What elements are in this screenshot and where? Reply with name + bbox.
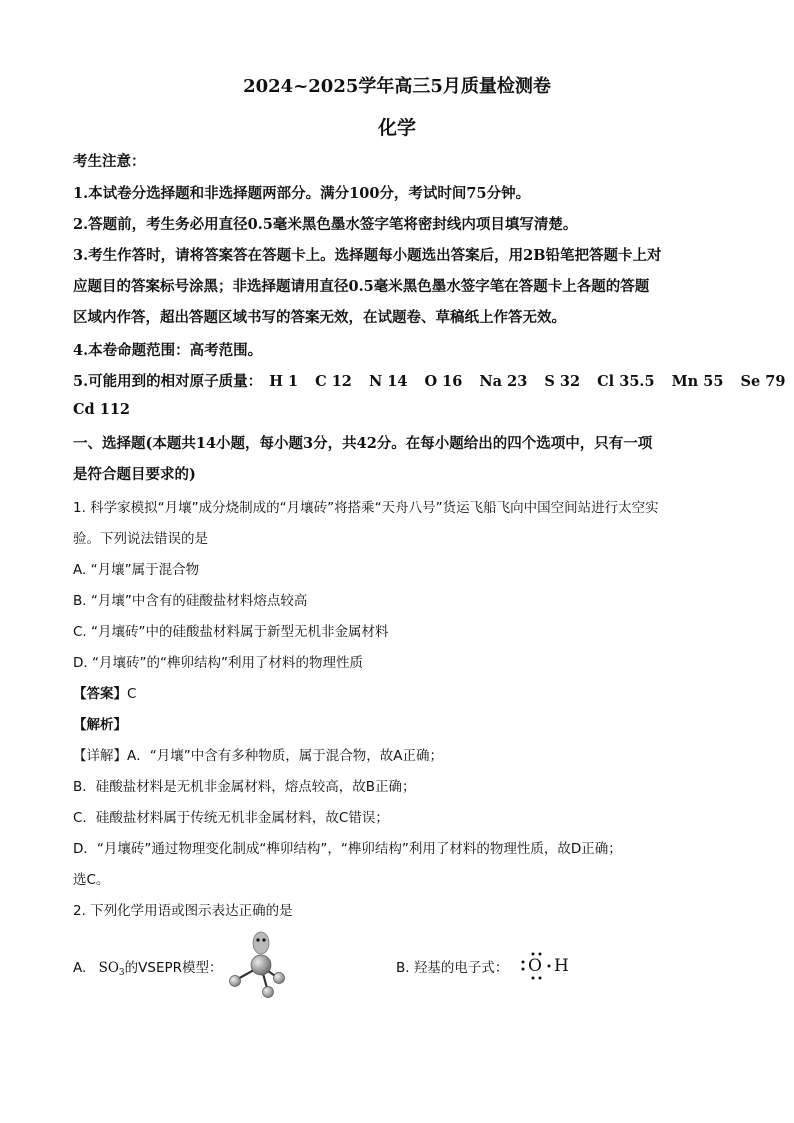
atoms-label: 5.可能用到的相对原子质量： bbox=[73, 373, 263, 390]
q2-option-b-label: B. 羟基的电子式： bbox=[396, 960, 509, 976]
q1-detail-2: B．硅酸盐材料是无机非金属材料，熔点较高，故B正确； bbox=[73, 779, 416, 795]
atom-se: Se 79 bbox=[740, 373, 786, 390]
atom-mn: Mn 55 bbox=[671, 373, 724, 390]
q1-option-c: C. “月壤砖”中的硅酸盐材料属于新型无机非金属材料 bbox=[73, 624, 389, 640]
q1-option-a: A. “月壤”属于混合物 bbox=[73, 562, 200, 578]
atom-c: C 12 bbox=[315, 373, 352, 390]
sulfur-atom bbox=[251, 955, 271, 975]
section-heading-line-1: 一、选择题(本题共14小题，每小题3分，共42分。在每小题给出的四个选项中，只有一项 bbox=[73, 435, 653, 452]
hydrogen-symbol: H bbox=[554, 956, 569, 976]
q2-stem: 2. 下列化学用语或图示表达正确的是 bbox=[73, 903, 293, 919]
q1-stem-line-2: 验。下列说法错误的是 bbox=[73, 531, 208, 547]
notice-item-4: 4.本卷命题范围：高考范围。 bbox=[73, 342, 263, 359]
so3-formula: $SO_3$ bbox=[98, 960, 125, 978]
notice-item-1: 1.本试卷分选择题和非选择题两部分。满分100分，考试时间75分钟。 bbox=[73, 185, 531, 202]
notice-heading: 考生注意： bbox=[73, 153, 146, 170]
q2-option-a-label: A. $SO_3$的VSEPR模型： bbox=[73, 960, 223, 978]
atom-h: H 1 bbox=[269, 373, 299, 390]
atom-o: O 16 bbox=[424, 373, 463, 390]
oxygen-atom-right bbox=[274, 973, 285, 984]
q1-detail-4: D．“月壤砖”通过物理变化制成“榫卯结构”，“榫卯结构”利用了材料的物理性质，故D正确； bbox=[73, 841, 622, 857]
q1-option-b: B. “月壤”中含有的硅酸盐材料熔点较高 bbox=[73, 593, 308, 609]
q1-detail-1: 【详解】A．“月壤”中含有多种物质，属于混合物，故A正确； bbox=[73, 748, 443, 764]
notice-item-3-cont-1: 应题目的答案标号涂黑；非选择题请用直径0.5毫米黑色墨水签字笔在答题卡上各题的答题 bbox=[73, 278, 650, 295]
atom-cl: Cl 35.5 bbox=[597, 373, 655, 390]
atom-n: N 14 bbox=[368, 373, 408, 390]
notice-item-3-cont-2: 区域内作答，超出答题区域书写的答案无效，在试题卷、草稿纸上作答无效。 bbox=[73, 309, 566, 326]
notice-item-5 bbox=[73, 370, 786, 391]
q1-detail-3: C．硅酸盐材料属于传统无机非金属材料，故C错误； bbox=[73, 810, 389, 826]
notice-item-2: 2.答题前，考生务必用直径0.5毫米黑色墨水签字笔将密封线内项目填写清楚。 bbox=[73, 216, 578, 233]
answer-tag: 【答案】 bbox=[73, 686, 127, 702]
atom-cd: Cd 112 bbox=[73, 401, 130, 418]
so3-vsepr-model bbox=[222, 928, 302, 1000]
atom-s: S 32 bbox=[544, 373, 581, 390]
answer-value: C bbox=[127, 686, 137, 702]
lone-pair-lobe bbox=[253, 932, 269, 954]
oxygen-atom-left bbox=[230, 976, 241, 987]
section-heading-line-2: 是符合题目要求的) bbox=[73, 466, 196, 483]
q1-detail-5: 选C。 bbox=[73, 872, 110, 888]
subject-title: 化学 bbox=[377, 117, 416, 139]
exam-title: 2024~2025学年高三5月质量检测卷 bbox=[243, 76, 551, 97]
atom-na: Na 23 bbox=[479, 373, 528, 390]
q1-option-d: D. “月壤砖”的“榫卯结构”利用了材料的物理性质 bbox=[73, 655, 363, 671]
oxygen-atom-bottom bbox=[263, 987, 274, 998]
notice-item-3: 3.考生作答时，请将答案答在答题卡上。选择题每小题选出答案后，用2B铅笔把答题卡上对 bbox=[73, 247, 662, 264]
q1-analysis-tag: 【解析】 bbox=[73, 717, 127, 733]
q1-answer bbox=[73, 682, 733, 702]
oxygen-symbol: O bbox=[528, 956, 542, 976]
q1-stem-line-1: 1. 科学家模拟“月壤”成分烧制成的“月壤砖”将搭乘“天舟八号”货运飞船飞向中国空间站进行太空实 bbox=[73, 500, 659, 516]
